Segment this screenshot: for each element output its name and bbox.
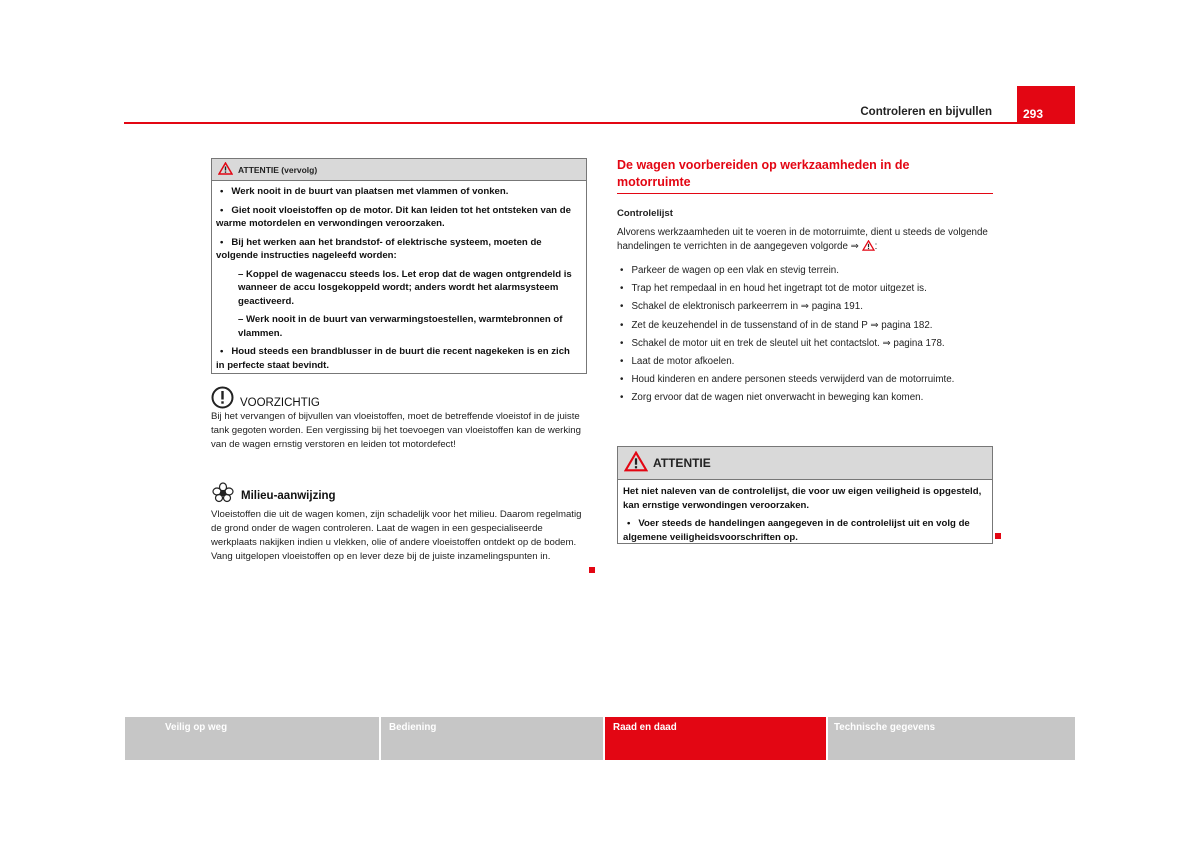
header-rule xyxy=(124,122,1075,124)
section-title: De wagen voorbereiden op werkzaamheden in de motorruimte xyxy=(617,158,910,189)
list-item: • Zet de keuzehendel in de tussenstand of in de stand P ⇒ pagina 182. xyxy=(620,319,933,331)
tab-bediening[interactable]: Bediening xyxy=(381,717,603,760)
flower-icon xyxy=(211,482,235,509)
attention-box-header xyxy=(212,159,586,181)
attention-box-header xyxy=(618,447,992,480)
attention-item: • Werk nooit in de buurt van plaatsen met vlammen of vonken. xyxy=(220,186,509,197)
caution-title: VOORZICHTIG xyxy=(240,397,320,409)
environment-heading xyxy=(211,482,336,509)
attention-item: • Giet nooit vloeistoffen op de motor. Dit kan leiden tot het ontsteken van de warme motordelen en verwondingen veroorzaken. xyxy=(216,204,571,229)
attention-item: • Houd steeds een brandblusser in de buurt die recent nagekeken is en zich in perfecte staat bevindt. xyxy=(216,346,570,371)
checklist-heading: Controlelijst xyxy=(617,208,673,219)
list-item: • Schakel de motor uit en trek de sleutel uit het contactslot. ⇒ pagina 178. xyxy=(620,337,945,349)
list-item: • Laat de motor afkoelen. xyxy=(620,356,735,368)
section-end-marker xyxy=(995,533,1001,539)
environment-title: Milieu-aanwijzing xyxy=(241,489,336,502)
page-number: 293 xyxy=(1017,86,1075,124)
list-item: • Schakel de elektronisch parkeerrem in ⇒ pagina 191. xyxy=(620,301,863,313)
checklist-intro: Alvorens werkzaamheden uit te voeren in de motorruimte, dient u steeds de volgende handelingen te verrichten in de aangegeven volgorde ⇒ : xyxy=(617,226,993,256)
attention-box xyxy=(617,446,993,544)
checklist xyxy=(617,264,977,410)
attention-heading: ATTENTIE xyxy=(653,456,711,470)
attention-text: Het niet naleven van de controlelijst, die voor uw eigen veiligheid is opgesteld, kan ernstige verwondingen veroorzaken. xyxy=(623,486,982,511)
list-item: • Trap het rempedaal in en houd het ingetrapt tot de motor uitgezet is. xyxy=(620,283,927,295)
warning-triangle-icon xyxy=(862,240,875,256)
tab-veilig-op-weg[interactable]: Veilig op weg xyxy=(125,717,379,760)
attention-sub-item: – Koppel de wagenaccu steeds los. Let erop dat de wagen ontgrendeld is wanneer de accu losgekoppeld wordt; anders wordt het alarmsysteem geactiveerd. xyxy=(238,268,572,307)
attention-sub-item: – Werk nooit in de buurt van verwarmingstoestellen, warmtebronnen of vlammen. xyxy=(238,314,563,339)
environment-text: Vloeistoffen die uit de wagen komen, zijn schadelijk voor het milieu. Daarom regelmatig de grond onder de wagen controleren. Laat de wagen in een gespecialiseerde werkplaats nakijken indien u vlekken, olie of andere vloeistoffen ontdekt op de bodem. Vang uitgelopen vloeistoffen op en lever deze bij de juiste inzamelingspunten in. xyxy=(211,509,582,563)
page-header-title: Controleren en bijvullen xyxy=(860,106,992,118)
attention-item: • Bij het werken aan het brandstof- of elektrische systeem, moeten de volgende instructies nageleefd worden: xyxy=(216,236,542,261)
section-rule xyxy=(617,193,993,194)
attention-box-heading: ATTENTIE (vervolg) xyxy=(238,164,318,175)
tab-raad-en-daad[interactable]: Raad en daad xyxy=(605,717,826,760)
attention-box-continued xyxy=(211,158,587,374)
tab-technische-gegevens[interactable]: Technische gegevens xyxy=(828,717,1075,760)
list-item: • Parkeer de wagen op een vlak en stevig terrein. xyxy=(620,265,839,276)
attention-item: • Voer steeds de handelingen aangegeven in de controlelijst uit en volg de algemene veiligheidsvoorschriften op. xyxy=(623,518,970,543)
warning-triangle-icon xyxy=(218,162,233,177)
section-end-marker xyxy=(589,567,595,573)
caution-text: Bij het vervangen of bijvullen van vloeistoffen, moet de betreffende vloeistof in de juiste tank gegoten worden. Een vergissing bij het toevoegen van vloeistoffen kan de werking van de wagen ernstig verstoren en leiden tot motordefect! xyxy=(211,411,581,451)
list-item: • Zorg ervoor dat de wagen niet onverwacht in beweging kan komen. xyxy=(620,392,924,404)
warning-triangle-icon xyxy=(624,451,648,475)
list-item: • Houd kinderen en andere personen steeds verwijderd van de motorruimte. xyxy=(620,374,955,386)
